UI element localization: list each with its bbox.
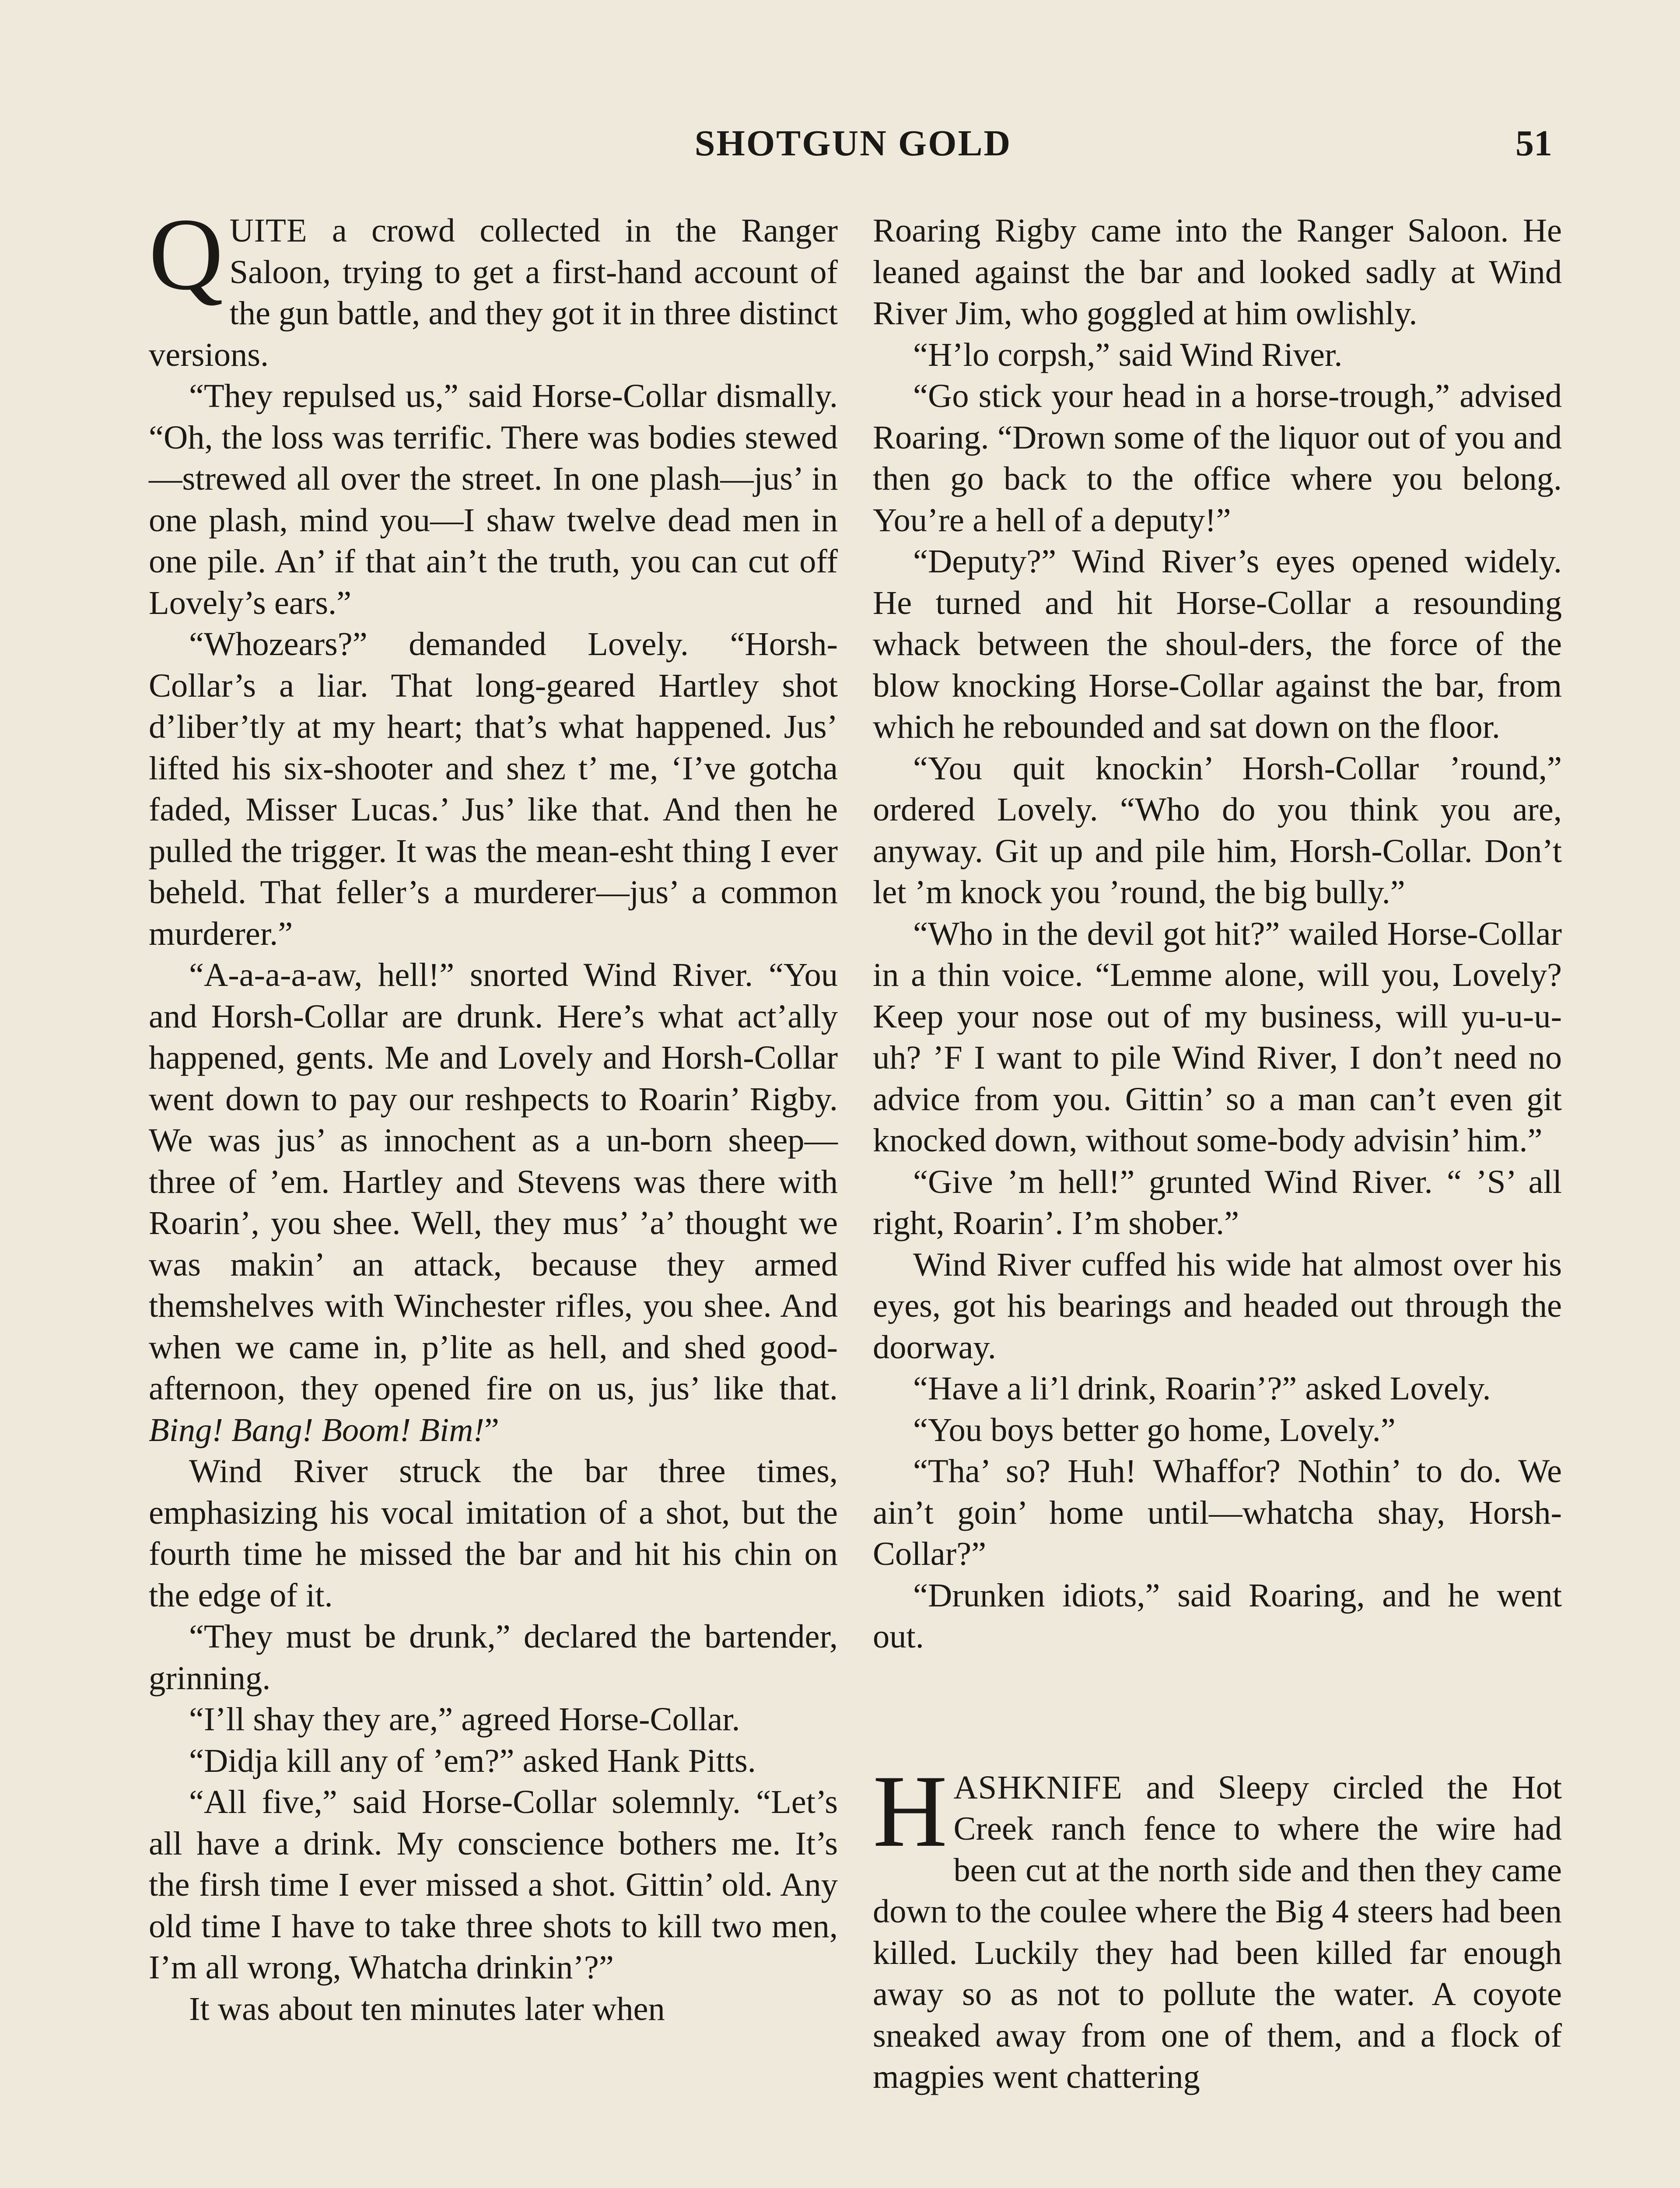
paragraph bbox=[149, 624, 838, 954]
paragraph bbox=[149, 954, 838, 1451]
paragraph-text: “I’ll shay they are,” agreed Horse-Collar. bbox=[189, 1701, 740, 1738]
paragraph bbox=[873, 1451, 1562, 1575]
paragraph-text: Roaring Rigby came into the Ranger Saloon. He leaned against the bar and looked sadly at Wind River Jim, who goggled at him owlishly. bbox=[873, 212, 1562, 332]
paragraph-text: “All five,” said Horse-Collar solemnly. “Let’s all have a drink. My conscience bothers me. It’s the firsh time I ever missed a shot. Gittin’ old. Any old time I have to take three shots to kill two men, I’m all wrong, Whatcha drinkin’?” bbox=[149, 1783, 838, 1986]
paragraph bbox=[149, 1988, 838, 2030]
paragraph-text: It was about ten minutes later when bbox=[189, 1990, 665, 2027]
paragraph bbox=[873, 1244, 1562, 1368]
paragraph-text: “They repulsed us,” said Horse-Collar dismally. “Oh, the loss was terrific. There was bodies stewed—strewed all over the street. In one plash—jus’ in one plash, mind you—I shaw twelve dead men in one pile. An’ if that ain’t the truth, you can cut off Lovely’s ears.” bbox=[149, 377, 838, 621]
paragraph-text: “Have a li’l drink, Roarin’?” asked Lovely. bbox=[913, 1370, 1491, 1407]
paragraph-text: “Deputy?” Wind River’s eyes opened widely. He turned and hit Horse-Collar a resounding whack between the shoul-ders, the force of the blow knocking Horse-Collar against the bar, from which he rebounded and sat down on the floor. bbox=[873, 543, 1562, 745]
drop-cap: Q bbox=[149, 197, 224, 312]
paragraph-text: “You quit knockin’ Horsh-Collar ’round,” ordered Lovely. “Who do you think you are, anyway. Git up and pile him, Horsh-Collar. Don’t let ’m knock you ’round, the big bully.” bbox=[873, 749, 1562, 911]
drop-cap: H bbox=[873, 1754, 948, 1869]
paragraph-text: and Sleepy circled the Hot Creek ranch fence to where the wire had been cut at the north side and then they came down to the coulee where the Big 4 steers had been killed. Luckily they had been killed far enough away so as not to pollute the water. A coyote sneaked away from one of them, and a flock of magpies went chattering bbox=[873, 1768, 1562, 2095]
lead-in-caps: ASHKNIFE bbox=[953, 1768, 1123, 1806]
paragraph-text: “Who in the devil got hit?” wailed Horse-Collar in a thin voice. “Lemme alone, will you, Lovely? Keep your nose out of my business, will yu-u-u-uh? ’F I want to pile Wind River, I don’t need no advice from you. Gittin’ so a man can’t even git knocked down, without some-body advisin’ him.” bbox=[873, 915, 1562, 1159]
paragraph bbox=[149, 1451, 838, 1616]
running-title: SHOTGUN GOLD bbox=[694, 123, 1012, 164]
paragraph bbox=[873, 1410, 1562, 1451]
page-number: 51 bbox=[1516, 123, 1552, 164]
paragraph-text: Wind River cuffed his wide hat almost over his eyes, got his bearings and headed out through the doorway. bbox=[873, 1245, 1562, 1366]
paragraph-text: “Go stick your head in a horse-trough,” advised Roaring. “Drown some of the liquor out of you and then go back to the office where you belong. You’re a hell of a deputy!” bbox=[873, 377, 1562, 539]
paragraph bbox=[873, 375, 1562, 541]
paragraph bbox=[149, 1740, 838, 1782]
paragraph-text: “Drunken idiots,” said Roaring, and he went out. bbox=[873, 1576, 1562, 1655]
paragraph bbox=[873, 748, 1562, 913]
lead-in-caps: UITE bbox=[229, 212, 308, 249]
paragraph-text: Wind River struck the bar three times, emphasizing his vocal imitation of a shot, but the fourth time he missed the bar and hit his chin on the edge of it. bbox=[149, 1452, 838, 1614]
paragraph bbox=[873, 1368, 1562, 1410]
paragraph bbox=[873, 1575, 1562, 1658]
paragraph bbox=[873, 210, 1562, 334]
paragraph bbox=[149, 1781, 838, 1988]
running-header bbox=[149, 117, 1558, 170]
paragraph bbox=[873, 913, 1562, 1161]
paragraph-text: “Tha’ so? Huh! Whaffor? Nothin’ to do. We ain’t goin’ home until—whatcha shay, Horsh-Collar?” bbox=[873, 1452, 1562, 1572]
paragraph-tail: ” bbox=[484, 1411, 499, 1448]
paragraph-text: “Didja kill any of ’em?” asked Hank Pitts. bbox=[189, 1742, 756, 1779]
paragraph-text: “They must be drunk,” declared the bartender, grinning. bbox=[149, 1618, 838, 1697]
right-column bbox=[873, 210, 1562, 2098]
paragraph-text: “Give ’m hell!” grunted Wind River. “ ’S’ all right, Roarin’. I’m shober.” bbox=[873, 1163, 1562, 1241]
paragraph bbox=[873, 334, 1562, 376]
italic-text: Bing! Bang! Boom! Bim! bbox=[149, 1411, 484, 1448]
paragraph-text: “H’lo corpsh,” said Wind River. bbox=[913, 336, 1343, 373]
paragraph bbox=[873, 541, 1562, 748]
paragraph-text: “You boys better go home, Lovely.” bbox=[913, 1411, 1396, 1448]
paragraph-text: a crowd collected in the Ranger Saloon, trying to get a first-hand account of the gun battle, and they got it in three distinct versions. bbox=[149, 212, 838, 373]
paragraph bbox=[149, 1699, 838, 1740]
paragraph bbox=[149, 375, 838, 624]
paragraph-text: “Whozears?” demanded Lovely. “Horsh-Collar’s a liar. That long-geared Hartley shot d’liber’tly at my heart; that’s what happened. Jus’ lifted his six-shooter and shez t’ me, ‘I’ve gotcha faded, Misser Lucas.’ Jus’ like that. And then he pulled the trigger. It was the mean-esht thing I ever beheld. That feller’s a murderer—jus’ a common murderer.” bbox=[149, 625, 838, 952]
paragraph bbox=[873, 1754, 1562, 2098]
paragraph bbox=[149, 1616, 838, 1699]
paragraph-text: “A-a-a-a-aw, hell!” snorted Wind River. “You and Horsh-Collar are drunk. Here’s what act’ally happened, gents. Me and Lovely and Horsh-Collar went down to pay our reshpects to Roarin’ Rigby. We was jus’ as innochent as a un-born sheep—three of ’em. Hartley and Stevens was there with Roarin’, you shee. Well, they mus’ ’a’ thought we was makin’ an attack, because they armed themshelves with Winchester rifles, you shee. And when we came in, p’lite as hell, and shed good-afternoon, they opened fire on us, jus’ like that. bbox=[149, 956, 838, 1407]
left-column bbox=[149, 197, 838, 2030]
paragraph bbox=[149, 197, 838, 375]
paragraph bbox=[873, 1161, 1562, 1244]
